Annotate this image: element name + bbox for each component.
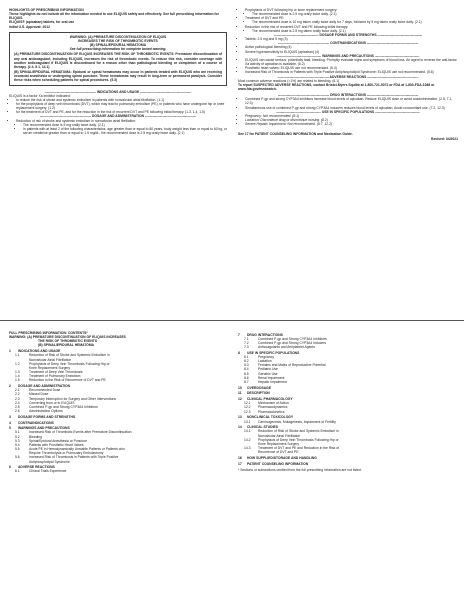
toc-heading: FULL PRESCRIBING INFORMATION: CONTENTS*	[9, 331, 88, 335]
toc-entry-title: Pharmacodynamics	[258, 405, 288, 410]
list-item: • Combined P-gp and strong CYP3A4 inhibitors increase blood levels of apixaban. Reduce ELIQUIS dose or avoid coadministration. (2.5, 7.1, 12.3)	[245, 97, 458, 105]
toc-entry-title: Nonvalvular Atrial Fibrillation	[29, 357, 72, 362]
toc-entry-title: Mechanism of Action	[258, 401, 289, 406]
toc-entry-title: Reduction of Risk of Stroke and Systemic Embolism in	[29, 353, 110, 358]
toc-entry-number: 12.3	[244, 409, 251, 414]
product-name: ELIQUIS® (apixaban) tablets, for oral use	[9, 20, 75, 25]
toc-entry[interactable]	[9, 415, 227, 419]
boxed-warning-title-1: WARNING: (A) PREMATURE DISCONTINUATION OF ELIQUIS	[69, 34, 167, 39]
toc-entry-title: Converting from or to ELIQUIS	[29, 400, 75, 405]
toc-entry-number: 1	[9, 349, 11, 354]
toc-entry-title: CONTRAINDICATIONS	[18, 420, 54, 425]
toc-entry-number: 5.3	[15, 438, 20, 443]
toc-entry[interactable]	[238, 462, 458, 466]
toc-entry-title: Treatment of DVT and PE and Reduction in the Risk of	[258, 446, 340, 451]
list-subitem: • The recommended dose is 2.5 mg orally twice daily. (2.1)	[252, 12, 458, 16]
toc-entry-title: Geriatric Use	[258, 371, 278, 376]
toc-entry-title: Treatment of Pulmonary Embolism	[29, 374, 81, 379]
toc-entry-title: DOSAGE AND ADMINISTRATION	[18, 384, 71, 389]
toc-warning-line-2: THE RISK OF THROMBOTIC EVENTS	[38, 339, 98, 344]
boxed-warning-note: See full prescribing information for complete boxed warning.	[69, 47, 167, 52]
toc-entry-number: 13	[238, 415, 242, 420]
toc-entry-number: 6.1	[15, 469, 20, 474]
toc-entry-number: 5.5	[15, 447, 20, 452]
list-subitem: • The recommended dose is 10 mg taken orally twice daily for 7 days, followed by 5 mg taken orally twice daily. (2.1)	[252, 20, 458, 24]
list-item: • Simultaneous use of combined P-gp and strong CYP3A4 inducers reduces blood levels of apixaban: Avoid concomitant use. (7.2, 12.3)	[245, 106, 458, 110]
toc-entry[interactable]	[238, 420, 458, 424]
toc-entry-title: Recurrence of DVT and PE	[258, 450, 299, 455]
toc-entry-title: Temporary Interruption for Surgery and Other Interventions	[29, 396, 116, 401]
highlights-intro: These highlights do not include all the information needed to use ELIQUIS safely and effectively. See full prescribing information for ELIQUIS.	[9, 12, 219, 21]
toc-entry-title: Patients with Prosthetic Heart Valves	[29, 442, 84, 447]
list-item: • Pregnancy: Not recommended. (8.1)	[245, 114, 458, 118]
toc-entry-number: 13.1	[244, 419, 251, 424]
toc-entry-number: 2.2	[15, 392, 20, 397]
dosage-forms-heading: ---------------------------------------- DOSAGE FORMS AND STRENGTHS ----------------------------------------	[273, 32, 423, 37]
toc-entry-number: 11	[238, 391, 242, 396]
toc-entry-number: 16	[238, 455, 242, 460]
toc-entry-number: 4	[9, 420, 11, 425]
toc-entry-title: Combined P-gp and Strong CYP3A4 Inhibitors	[29, 404, 98, 409]
toc-entry-number: 12.1	[244, 401, 251, 406]
highlights-left-column	[9, 8, 227, 135]
toc-entry-title: ADVERSE REACTIONS	[18, 465, 55, 470]
toc-entry-number: 2	[9, 384, 11, 389]
toc-entry-number: 2.5	[15, 404, 20, 409]
toc-entry-number: 1.3	[15, 370, 20, 374]
list-item: • Active pathological bleeding (4)	[245, 45, 458, 49]
toc-entry-number: 8.6	[244, 375, 249, 380]
list-item	[245, 8, 458, 16]
toc-entry-title: Pediatric Use	[258, 367, 278, 372]
toc-entry-title: Knee Replacement Surgery	[29, 365, 71, 370]
list-item	[16, 119, 227, 136]
toc-entry-title: Hepatic Impairment	[258, 379, 287, 384]
boxed-warning-title-2: INCREASES THE RISK OF THROMBOTIC EVENTS	[78, 38, 158, 43]
toc-entry-number: 8.5	[244, 371, 249, 376]
indications-heading: ---------------------------------------------- INDICATIONS AND USAGE ----------------------------------------------	[44, 89, 192, 94]
toc-entry-title: Antiphospholipid Syndrome	[29, 459, 70, 464]
initial-approval: Initial U.S. Approval: 2012	[9, 24, 50, 29]
toc-entry-title: Acute PE in Hemodynamically Unstable Patients or Patients who	[29, 447, 125, 452]
warnings-list	[238, 58, 458, 75]
toc-entry-number: 7.1	[244, 336, 249, 341]
adverse-report: To report SUSPECTED ADVERSE REACTIONS, contact Bristol-Myers Squibb at 1-800-721-5072 or FDA at 1-800-FDA-1088 or www.fda.gov/medwatch.	[238, 82, 435, 91]
list-item: • ELIQUIS can cause serious, potentially fatal, bleeding. Promptly evaluate signs and symptoms of blood loss. An agent to reverse the anti-factor Xa activity of apixaban is available. (5.2)	[245, 58, 458, 66]
toc-entry[interactable]	[9, 469, 227, 473]
toc-entry[interactable]	[9, 421, 227, 425]
toc-entry-title: Prophylaxis of Deep Vein Thrombosis Following Hip or	[258, 437, 339, 442]
toc-entry-number: 7	[238, 332, 240, 337]
toc-entry-title: WARNINGS AND PRECAUTIONS	[18, 426, 70, 431]
toc-entry-title: Require Thrombolysis or Pulmonary Embolectomy	[29, 451, 104, 456]
list-item: • for the prophylaxis of deep vein thrombosis (DVT), which may lead to pulmonary embolism (PE), in patients who have undergone hip or knee replacement surgery. (1.2)	[16, 102, 227, 110]
populations-heading: ---------------------------------------- USE IN SPECIFIC POPULATIONS ----------------------------------------	[276, 109, 420, 114]
toc-entry-title: Reduction of Risk of Stroke and Systemic Embolism in	[258, 429, 339, 434]
toc-entry-title: Treatment of Deep Vein Thrombosis	[29, 370, 83, 374]
list-item-text: Reduction in the risk of recurrent DVT and PE following initial therapy:	[245, 24, 349, 29]
toc-entry-title: Renal Impairment	[258, 375, 285, 380]
toc-entry-title: Carcinogenesis, Mutagenesis, Impairment of Fertility	[258, 419, 336, 424]
contraindications-heading: ---------------------------------------------- CONTRAINDICATIONS ----------------------------------------------	[277, 41, 419, 46]
toc-entry-title: PATIENT COUNSELING INFORMATION	[247, 461, 309, 466]
toc-entry-title: Combined P-gp and Strong CYP3A4 Inducers	[258, 340, 327, 345]
boxed-warning-title-3: (B) SPINAL/EPIDURAL HEMATOMA	[89, 43, 147, 48]
toc-entry-number: 2.1	[15, 388, 20, 393]
toc-entry-number: 14	[238, 425, 242, 430]
toc-entry-title: Combined P-gp and Strong CYP3A4 Inhibitors	[258, 336, 327, 341]
list-item: • to reduce the risk of stroke and systemic embolism in patients with nonvalvular atrial fibrillation. (1.1)	[16, 98, 227, 102]
toc-entry-number: 8.7	[244, 379, 249, 384]
toc-entry-number: 5.1	[15, 430, 20, 435]
list-subitem: • In patients with at least 2 of the following characteristics: age greater than or equal to 80 years, body weight less than or equal to 60 kg, or serum creatinine greater than or equal to 1.5 mg/dL, the recommended dose is 2.5 mg orally twice daily. (2.1)	[23, 127, 227, 135]
list-item	[245, 25, 458, 33]
list-item-text: Treatment of DVT and PE:	[245, 16, 285, 21]
list-item: • Tablets: 2.5 mg and 5 mg (3)	[245, 37, 458, 41]
toc-warning-line-1: WARNING: (A) PREMATURE DISCONTINUATION OF ELIQUIS INCREASES	[9, 335, 126, 340]
toc-entry-title: Nonvalvular Atrial Fibrillation	[258, 433, 301, 438]
toc-right-column	[238, 331, 458, 472]
list-item: • Severe Hepatic Impairment: Not recommended. (8.7, 12.2)	[245, 122, 458, 126]
toc-entry-number: 1.5	[15, 378, 20, 383]
indications-intro: ELIQUIS is a factor Xa inhibitor indicated:	[9, 93, 71, 98]
toc-entry-number: 7.2	[244, 340, 249, 345]
adverse-heading: ---------------------------------------------- ADVERSE REACTIONS ----------------------------------------------	[277, 74, 419, 79]
dosage-list	[9, 119, 227, 136]
list-item-text: Prophylaxis of DVT following hip or knee replacement surgery:	[245, 8, 338, 12]
toc-entry-title: NONCLINICAL TOXICOLOGY	[247, 415, 294, 420]
list-item: • Increased Risk of Thrombosis in Patients with Triple Positive Antiphospholipid Syndrome: ELIQUIS use not recommended. (5.6)	[245, 70, 458, 74]
toc-entry-title: HOW SUPPLIED/STORAGE AND HANDLING	[247, 455, 317, 460]
highlights-heading: HIGHLIGHTS OF PRESCRIBING INFORMATION	[9, 8, 84, 12]
toc-entry[interactable]	[9, 460, 227, 464]
toc-entry-title: DOSAGE FORMS AND STRENGTHS	[18, 414, 76, 419]
toc-entry-title: Administration Options	[29, 409, 63, 413]
toc-entry-title: Females and Males of Reproductive Potential	[258, 363, 326, 368]
list-item: • Severe hypersensitivity to ELIQUIS (apixaban) (4)	[245, 50, 458, 54]
toc-entry-title: Knee Replacement Surgery	[258, 441, 300, 446]
toc-entry-number: 8	[238, 350, 240, 355]
section-divider	[0, 320, 464, 321]
dosage-continued-list	[238, 8, 458, 33]
toc-entry[interactable]	[238, 391, 458, 395]
boxed-warning-para-a: (A) PREMATURE DISCONTINUATION OF ELIQUIS INCREASES THE RISK OF THROMBOTIC EVENTS: Premature discontinuation of any oral anticoagulant, including ELIQUIS, increases the risk of thrombotic events. To reduce this risk, consider coverage with another anticoagulant if ELIQUIS is discontinued for a reason other than pathological bleeding or completion of a course of therapy. (2.4, 5.1, 14.1)	[14, 52, 222, 69]
toc-entry-number: 2.6	[15, 409, 20, 413]
toc-entry-number: 14.1	[244, 429, 251, 434]
toc-entry-title: Prophylaxis of Deep Vein Thrombosis Following Hip or	[29, 361, 110, 366]
toc-entry-title: Increased Risk of Thrombotic Events after Premature Discontinuation	[29, 430, 132, 435]
boxed-warning	[9, 32, 227, 86]
toc-entry-title: Recommended Dose	[29, 388, 61, 393]
toc-entry[interactable]	[238, 450, 458, 454]
toc-entry[interactable]	[238, 456, 458, 460]
toc-entry-number: 8.3	[244, 363, 249, 368]
list-item	[245, 16, 458, 24]
list-subitem: • The recommended dose is 2.5 mg taken orally twice daily. (2.1)	[252, 29, 458, 33]
toc-entry-title: OVERDOSAGE	[247, 385, 271, 390]
toc-entry-number: 1.2	[15, 361, 20, 366]
toc-entry[interactable]	[238, 386, 458, 390]
toc-entry-title: USE IN SPECIFIC POPULATIONS	[247, 350, 300, 355]
toc-entry-number: 12	[238, 397, 242, 402]
toc-entry-number: 5.6	[15, 455, 20, 460]
toc-warning-line-3: (B) SPINAL/EPIDURAL HEMATOMA	[38, 343, 95, 348]
toc-entry-number: 8.2	[244, 359, 249, 364]
populations-list	[238, 114, 458, 126]
dosage-heading: ---------------------------------------------- DOSAGE AND ADMINISTRATION ----------------------------------------------	[39, 114, 197, 119]
toc-entry[interactable]	[9, 378, 227, 382]
list-item: • Lactation: Discontinue drug or discontinue nursing. (8.2)	[245, 118, 458, 122]
toc-entry-number: 8.4	[244, 367, 249, 372]
toc-entry-title: Increased Risk of Thrombosis in Patients with Triple Positive	[29, 455, 119, 460]
see-section-17: See 17 for PATIENT COUNSELING INFORMATION and Medication Guide.	[238, 132, 353, 137]
list-item: • for the treatment of DVT and PE, and for the reduction in the risk of recurrent DVT and PE following initial therapy. (1.3, 1.4, 1.5)	[16, 110, 227, 114]
toc-entry[interactable]	[238, 380, 458, 384]
toc-entry-title: Spinal/Epidural Anesthesia or Puncture	[29, 438, 87, 443]
interactions-heading: ---------------------------------------------- DRUG INTERACTIONS ----------------------------------------------	[277, 93, 419, 98]
toc-entry-number: 3	[9, 414, 11, 419]
toc-entry[interactable]	[9, 409, 227, 413]
revised-date: Revised: 04/2021	[431, 136, 458, 141]
list-item: • Prosthetic heart valves: ELIQUIS use not recommended. (5.4)	[245, 66, 458, 70]
boxed-warning-para-b: (B) SPINAL/EPIDURAL HEMATOMA: Epidural or spinal hematomas may occur in patients treated with ELIQUIS who are receiving neuraxial anesthesia or undergoing spinal puncture. These hematomas may result in long-term or permanent paralysis. Consider these risks when scheduling patients for spinal procedures. (5.3)	[14, 70, 222, 83]
toc-footnote: * Sections or subsections omitted from the full prescribing information are not listed.	[238, 467, 362, 472]
toc-entry-title: Clinical Trials Experience	[29, 469, 67, 474]
toc-entry-number: 14.3	[244, 446, 251, 451]
toc-entry[interactable]	[238, 410, 458, 414]
toc-entry-title: Missed Dose	[29, 392, 49, 397]
toc-entry-title: Bleeding	[29, 434, 43, 439]
toc-entry-title: DESCRIPTION	[247, 391, 270, 396]
toc-entry-number: 8.1	[244, 354, 249, 359]
toc-left-column	[9, 331, 227, 474]
toc-entry-number: 2.4	[15, 400, 20, 405]
list-item-text: Reduction of risk of stroke and systemic embolism in nonvalvular atrial fibrillation:	[16, 118, 137, 123]
list-subitem: • The recommended dose is 5 mg orally twice daily. (2.1)	[23, 123, 227, 127]
toc-entry-number: 1.4	[15, 374, 20, 379]
indications-list	[9, 98, 227, 115]
toc-entry-number: 10	[238, 385, 242, 390]
interactions-list	[238, 97, 458, 109]
toc-entry-title: Lactation	[258, 359, 272, 364]
toc-right-list	[238, 333, 458, 466]
toc-entry-number: 7.3	[244, 345, 249, 350]
contraindications-list	[238, 45, 458, 53]
highlights-right-column	[238, 8, 458, 141]
toc-entry-title: Anticoagulants and Antiplatelet Agents	[258, 345, 315, 350]
warnings-heading: ---------------------------------------- WARNINGS AND PRECAUTIONS ----------------------------------------	[276, 53, 420, 58]
toc-entry-title: INDICATIONS AND USAGE	[18, 349, 61, 354]
toc-entry-number: 5	[9, 426, 11, 431]
toc-entry-number: 5.2	[15, 434, 20, 439]
toc-entry-title: CLINICAL PHARMACOLOGY	[247, 397, 293, 402]
toc-entry-number: 1.1	[15, 353, 20, 358]
toc-entry-title: Reduction in the Risk of Recurrence of DVT and PE	[29, 378, 106, 383]
toc-entry-number: 2.3	[15, 396, 20, 401]
toc-entry-number: 12.2	[244, 405, 251, 410]
toc-entry-title: CLINICAL STUDIES	[247, 425, 278, 430]
toc-entry[interactable]	[238, 345, 458, 349]
toc-entry-number: 6	[9, 465, 11, 470]
toc-entry-title: Pregnancy	[258, 354, 274, 359]
toc-entry-title: Pharmacokinetics	[258, 409, 285, 414]
toc-entry-number: 5.4	[15, 442, 20, 447]
toc-entry-number: 14.2	[244, 437, 251, 442]
adverse-common: Most common adverse reactions (>1%) are related to bleeding. (6.1)	[238, 78, 340, 83]
toc-entry-title: DRUG INTERACTIONS	[247, 332, 283, 337]
toc-left-list	[9, 349, 227, 473]
toc-entry-number: 17	[238, 461, 242, 466]
